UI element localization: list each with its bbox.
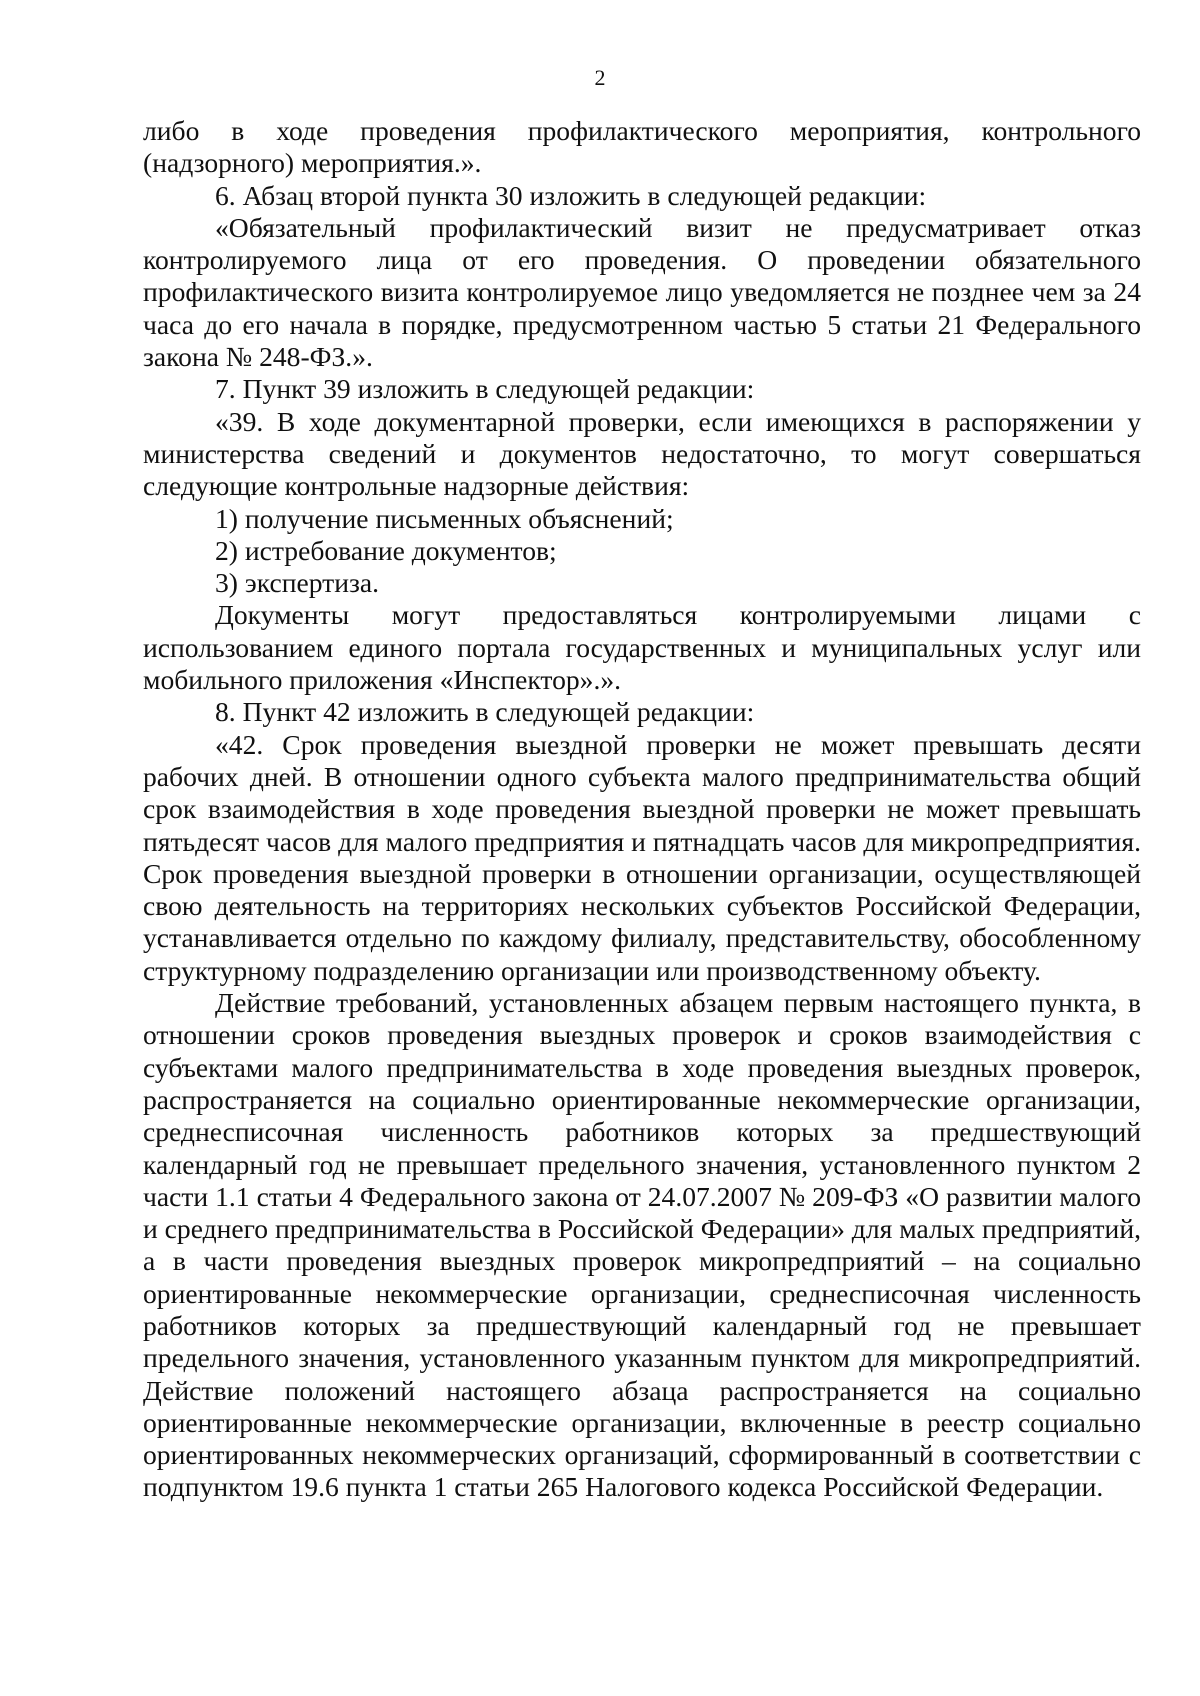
clause-39-list-item-1: 1) получение письменных объяснений; [215,502,674,534]
item-7-heading: 7. Пункт 39 изложить в следующей редакции: [215,373,755,405]
item-6-text: «Обязательный профилактический визит не предусматривает отказ контролируемого лица от его проведения. О проведении обязательного профилактического визита контролируемое лицо уведомляется не позднее чем за 24 часа до его начала в порядке, предусмотренном частью 5 статьи 21 Федерального закона № 248-ФЗ.». [143,211,1141,373]
clause-39-text: «39. В ходе документарной проверки, если имеющихся в распоряжении у министерства сведений и документов недостаточно, то могут совершаться следующие контрольные надзорные действия: [143,405,1141,502]
item-8-heading: 8. Пункт 42 изложить в следующей редакции: [215,696,755,728]
page-number: 2 [594,65,606,90]
clause-39-documents-text: Документы могут предоставляться контролируемыми лицами с использованием единого портала государственных и муниципальных услуг или мобильного приложения «Инспектор».». [143,599,1141,696]
clause-42-text: «42. Срок проведения выездной проверки не может превышать десяти рабочих дней. В отношении одного субъекта малого предпринимательства общий срок взаимодействия в ходе проведения выездной проверки не может превышать пятьдесят часов для малого предприятия и пятнадцать часов для микропредприятия. Срок проведения выездной проверки в отношении организации, осуществляющей свою деятельность на территориях нескольких субъектов Российской Федерации, устанавливается отдельно по каждому филиалу, представительству, обособленному структурному подразделению организации или производственному объекту. [143,728,1141,986]
clause-42-second-paragraph: Действие требований, установленных абзацем первым настоящего пункта, в отношении сроков проведения выездных проверок и сроков взаимодействия с субъектами малого предпринимательства в ходе проведения выездных проверок, распространяется на социально ориентированные некоммерческие организации, среднесписочная численность работников которых за предшествующий календарный год не превышает предельного значения, установленного пунктом 2 части 1.1 статьи 4 Федерального закона от 24.07.2007 № 209-ФЗ «О развитии малого и среднего предпринимательства в Российской Федерации» для малых предприятий, а в части проведения выездных проверок микропредприятий – на социально ориентированные некоммерческие организации, среднесписочная численность работников которых за предшествующий календарный год не превышает предельного значения, установленного указанным пунктом для микропредприятий. Действие положений настоящего абзаца распространяется на социально ориентированные некоммерческие организации, включенные в реестр социально ориентированных некоммерческих организаций, сформированный в соответствии с подпунктом 19.6 пункта 1 статьи 265 Налогового кодекса Российской Федерации. [143,987,1141,1503]
paragraph-continuation: либо в ходе проведения профилактического мероприятия, контрольного (надзорного) мероприятия.». [143,115,1141,179]
item-6-heading: 6. Абзац второй пункта 30 изложить в следующей редакции: [215,179,927,211]
document-body [143,115,1141,1504]
clause-39-list-item-3: 3) экспертиза. [215,567,380,599]
clause-39-list-item-2: 2) истребование документов; [215,534,557,566]
